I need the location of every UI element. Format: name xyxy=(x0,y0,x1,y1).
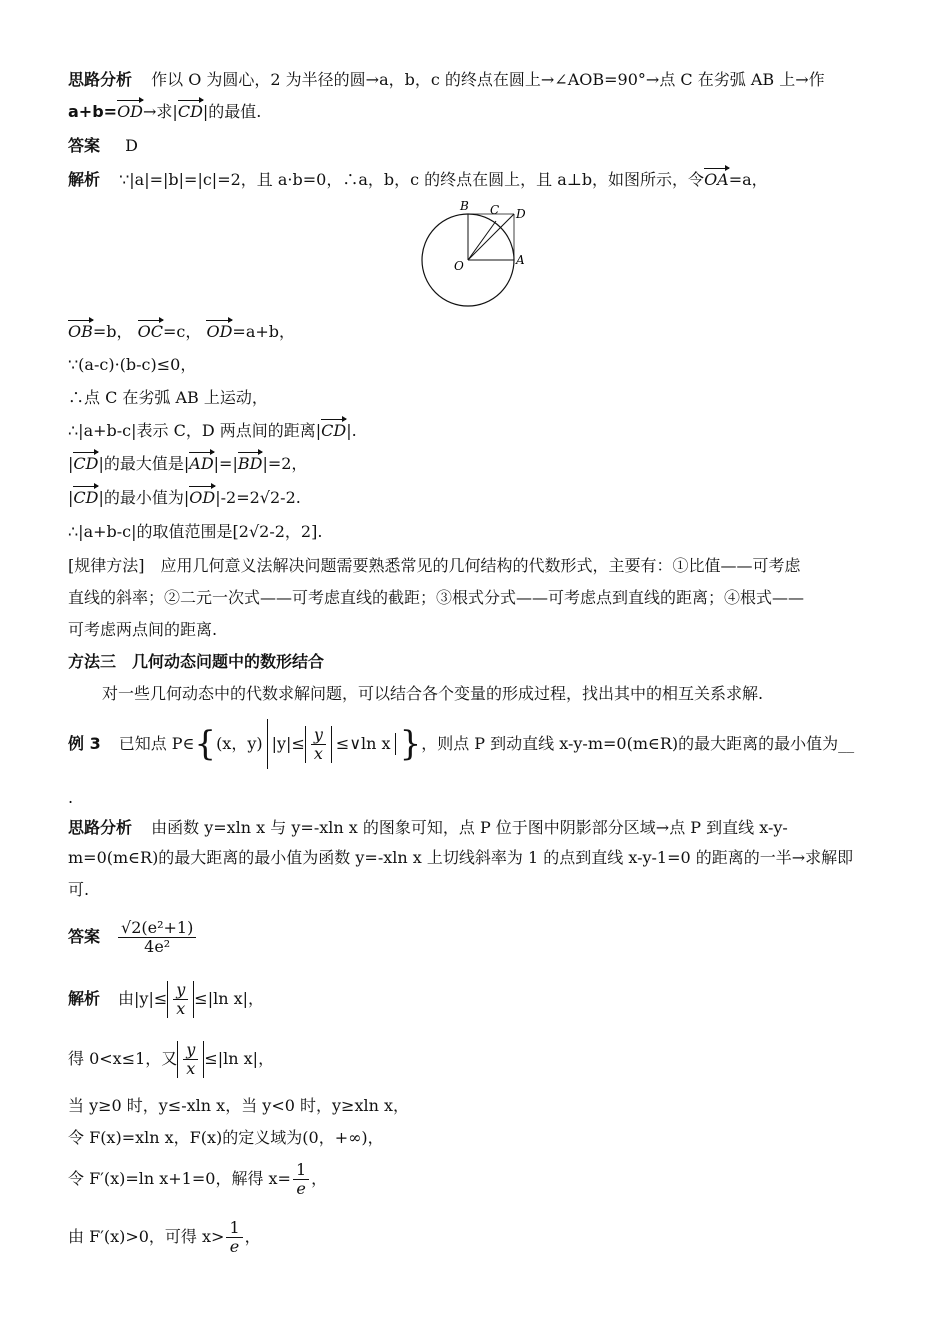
vector-cd: CD xyxy=(321,421,347,440)
analysis-text: 由|y|≤ xyxy=(118,989,168,1008)
step-text: =c， xyxy=(162,322,202,341)
rule-line3: 可考虑两点间的距离. xyxy=(68,620,218,639)
set-element: (x，y) xyxy=(216,734,263,753)
step-text: |的最小值为| xyxy=(98,488,190,507)
analysis-text: 由 F′(x)>0，可得 x> xyxy=(68,1227,225,1246)
section-intro: 对一些几何动态中的代数求解问题，可以结合各个变量的形成过程，找出其中的相互关系求解. xyxy=(102,684,764,703)
frac-num: 1 xyxy=(293,1161,309,1180)
analysis-label: 解析 xyxy=(68,989,101,1008)
fraction xyxy=(293,1161,309,1198)
analysis2-line6 xyxy=(68,1212,261,1262)
idea-text-part: a+b= xyxy=(68,102,118,121)
analysis-idea-line2 xyxy=(68,102,261,122)
vector-oa: OA xyxy=(704,170,729,189)
abs-fraction xyxy=(177,1041,204,1078)
vector-oc-line xyxy=(468,221,496,260)
example-text: ，则点 P 到动直线 x-y-m=0(m∈R)的最大距离的最小值为__ xyxy=(421,734,855,753)
vector-bd: BD xyxy=(237,454,263,473)
step-4 xyxy=(68,421,357,441)
vector-ob: OB xyxy=(68,322,93,341)
vector-od: OD xyxy=(206,322,233,341)
step-text: |的最大值是| xyxy=(98,454,190,473)
vector-od: OD xyxy=(189,488,216,507)
frac-num: y xyxy=(311,726,326,745)
analysis-idea-line1 xyxy=(68,70,825,90)
circle-diagram xyxy=(410,196,540,311)
frac-num: √2(e²+1) xyxy=(118,919,196,938)
fraction xyxy=(226,1219,242,1256)
idea-text: 由函数 y=xln x 与 y=-xln x 的图象可知，点 P 位于图中阴影部分区域→点 P 到直线 x-y- xyxy=(151,818,788,837)
analysis-text: ≤|ln x|， xyxy=(204,1049,275,1068)
set-brace-left: { xyxy=(194,724,217,764)
analysis-text: ， xyxy=(311,1169,328,1188)
step-2: ∵(a-c)·(b-c)≤0， xyxy=(68,355,197,374)
vector-cd: CD xyxy=(177,102,203,121)
answer-fraction xyxy=(118,919,196,956)
step-text: | xyxy=(68,488,74,507)
analysis2-line2 xyxy=(68,1034,274,1084)
abs-bar xyxy=(395,733,396,755)
step-5 xyxy=(68,454,307,474)
rule-line1: [规律方法] 应用几何意义法解决问题需要熟悉常见的几何结构的代数形式，主要有：①比值——可考虑 xyxy=(68,556,801,575)
set-divider xyxy=(267,719,268,769)
analysis2-line5 xyxy=(68,1154,327,1204)
vector-cd: CD xyxy=(73,488,99,507)
step-text: |=| xyxy=(213,454,238,473)
idea-label: 思路分析 xyxy=(68,70,133,89)
vector-cd: CD xyxy=(73,454,99,473)
vector-od-line xyxy=(468,214,514,260)
rule-line2: 直线的斜率；②二元一次式——可考虑直线的截距；③根式分式——可考虑点到直线的距离；④根式—— xyxy=(68,588,805,607)
vector-ad: AD xyxy=(189,454,214,473)
label-c: C xyxy=(490,203,500,217)
step-7: ∴|a+b-c|的取值范围是[2√2-2，2]. xyxy=(68,522,323,541)
example-label: 例 3 xyxy=(68,734,101,753)
frac-num: y xyxy=(183,1041,198,1060)
step-text: | xyxy=(68,454,74,473)
idea-text: 作以 O 为圆心，2 为半径的圆→a，b，c 的终点在圆上→∠AOB=90°→点 C 在劣弧 AB 上→作 xyxy=(151,70,825,89)
set-condition: |y|≤ xyxy=(271,734,305,753)
frac-den: x xyxy=(313,743,323,763)
frac-den: 4e² xyxy=(144,936,171,956)
step-text: |. xyxy=(346,421,357,440)
abs-fraction xyxy=(167,981,194,1018)
frac-den: e xyxy=(229,1236,240,1256)
section-title: 方法三 几何动态问题中的数形结合 xyxy=(68,652,325,671)
step-text: |=2， xyxy=(262,454,308,473)
set-condition: ≤∨ln x xyxy=(335,734,391,753)
set-brace-right: } xyxy=(399,724,422,764)
analysis-text: ∵|a|=|b|=|c|=2，且 a·b=0，∴a，b，c 的终点在圆上，且 a⊥b，如图所示，令 xyxy=(119,170,705,189)
step-text: |-2=2√2-2. xyxy=(215,488,301,507)
analysis2-line1 xyxy=(68,974,264,1024)
analysis-idea2-line1 xyxy=(68,818,788,838)
frac-num: 1 xyxy=(226,1219,242,1238)
circle-figure xyxy=(410,196,540,315)
analysis-text: 得 0<x≤1，又 xyxy=(68,1049,178,1068)
analysis-text: ， xyxy=(244,1227,261,1246)
frac-den: e xyxy=(296,1178,306,1198)
example-text: 已知点 P∈ xyxy=(118,734,195,753)
step-6 xyxy=(68,488,301,508)
analysis-idea2-line3: 可. xyxy=(68,880,90,899)
answer-line xyxy=(68,136,138,156)
label-d: D xyxy=(516,207,526,221)
label-a: A xyxy=(516,253,525,267)
step-3: ∴点 C 在劣弧 AB 上运动， xyxy=(68,388,268,407)
idea-text-part: →求| xyxy=(143,102,178,121)
idea-label: 思路分析 xyxy=(68,818,133,837)
analysis-text: 令 F′(x)=ln x+1=0，解得 x= xyxy=(68,1169,291,1188)
step-1 xyxy=(68,322,295,342)
example-3 xyxy=(68,714,854,774)
analysis-idea2-line2: m=0(m∈R)的最大距离的最小值为函数 y=-xln x 上切线斜率为 1 的点到直线 x-y-1=0 的距离的一半→求解即 xyxy=(68,848,854,867)
analysis-text: ≤|ln x|， xyxy=(194,989,265,1008)
analysis-text: =a， xyxy=(728,170,768,189)
vector-oc: OC xyxy=(137,322,163,341)
frac-den: x xyxy=(186,1058,196,1078)
analysis-line xyxy=(68,170,768,190)
idea-text-part: |的最值. xyxy=(202,102,262,121)
analysis2-line3: 当 y≥0 时，y≤-xln x，当 y<0 时，y≥xln x， xyxy=(68,1096,410,1115)
frac-den: x xyxy=(176,998,186,1018)
answer2-line xyxy=(68,912,198,962)
step-text: ∴|a+b-c|表示 C，D 两点间的距离| xyxy=(68,421,322,440)
answer-label: 答案 xyxy=(68,136,101,155)
analysis-label: 解析 xyxy=(68,170,101,189)
step-text: =b， xyxy=(92,322,133,341)
analysis2-line4: 令 F(x)=xln x，F(x)的定义域为(0，+∞)， xyxy=(68,1128,384,1147)
step-text: =a+b， xyxy=(232,322,296,341)
example-dot: . xyxy=(68,788,74,807)
answer-label: 答案 xyxy=(68,927,101,946)
abs-fraction xyxy=(305,726,332,763)
label-b: B xyxy=(460,199,469,213)
answer-value: D xyxy=(125,136,138,155)
vector-od: OD xyxy=(117,102,144,121)
label-o: O xyxy=(454,259,464,273)
frac-num: y xyxy=(173,981,188,1000)
